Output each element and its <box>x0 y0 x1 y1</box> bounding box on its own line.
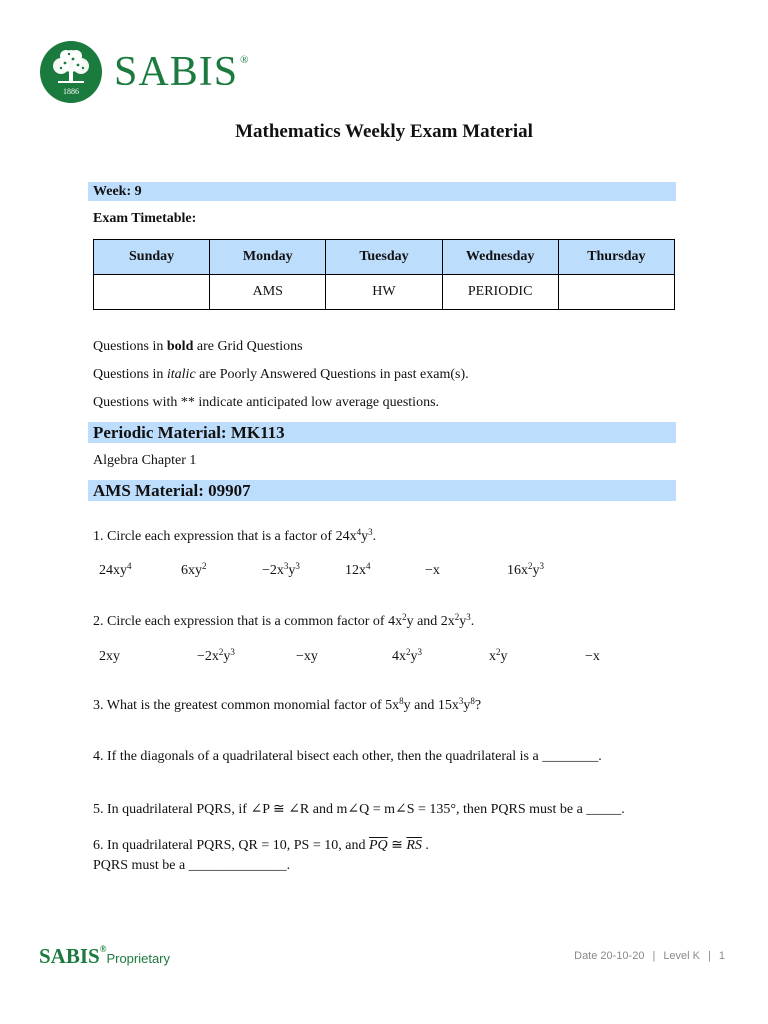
tree-emblem-icon <box>40 41 102 103</box>
day-wednesday: Wednesday <box>442 240 558 275</box>
legend-bold: Questions in bold are Grid Questions <box>93 339 303 354</box>
timetable-header-row <box>94 240 675 275</box>
segment-rs: $\overline{RS}$ <box>406 838 422 853</box>
q2-option-5[interactable]: $x^2y$ <box>489 647 508 664</box>
logo-year: 1886 <box>63 87 79 96</box>
q2-option-2[interactable]: $-2x^2y^3$ <box>197 647 235 664</box>
sabis-logo <box>40 41 249 103</box>
day-tuesday: Tuesday <box>326 240 442 275</box>
q2-option-1[interactable]: 2xy <box>99 649 120 664</box>
week-band: Week: 9 <box>88 182 676 201</box>
q1-option-6[interactable]: $16x^2y^3$ <box>507 561 544 578</box>
exam-monday: AMS <box>210 275 326 310</box>
question-3: 3. What is the greatest common monomial factor of $5x^8y$ and $15x^3y^8$? <box>93 696 482 713</box>
timetable-exam-row <box>94 275 675 310</box>
footer-date: Date 20-10-20 <box>574 950 645 962</box>
logo-wordmark: SABIS ® <box>114 49 250 95</box>
footer-meta: Date 20-10-20 | Level K | 1 <box>574 950 725 962</box>
footer-page-number: 1 <box>718 950 725 962</box>
day-thursday: Thursday <box>558 240 674 275</box>
q2-option-3[interactable]: −xy <box>296 649 318 664</box>
timetable-label: Exam Timetable: <box>93 211 197 226</box>
q1-option-4[interactable]: $12x^4$ <box>345 561 371 578</box>
exam-thursday <box>558 275 674 310</box>
ams-heading: AMS Material: 09907 <box>88 480 676 501</box>
exam-sunday <box>94 275 210 310</box>
legend-italic: Questions in italic are Poorly Answered Questions in past exam(s). <box>93 367 469 382</box>
q1-option-1[interactable]: $24xy^4$ <box>99 561 132 578</box>
legend-stars: Questions with ** indicate anticipated low average questions. <box>93 395 440 410</box>
segment-pq: $\overline{PQ}$ <box>368 838 388 853</box>
day-sunday: Sunday <box>94 240 210 275</box>
question-4: 4. If the diagonals of a quadrilateral bisect each other, then the quadrilateral is a ________. <box>93 749 602 764</box>
footer-logo: SABIS®Proprietary <box>39 944 171 968</box>
exam-timetable <box>93 239 675 310</box>
q1-option-5[interactable]: −x <box>425 563 440 578</box>
periodic-chapter: Algebra Chapter 1 <box>93 453 197 468</box>
periodic-heading: Periodic Material: MK113 <box>88 422 676 443</box>
question-5: 5. In quadrilateral PQRS, if ∠P ≅ ∠R and m∠Q = m∠S = 135°, then PQRS must be a _____. <box>93 802 625 817</box>
question-6: 6. In quadrilateral PQRS, QR = 10, PS = 10, and $\overline{PQ}$ ≅ $\overline{RS}$ . <box>93 838 429 853</box>
exam-tuesday: HW <box>326 275 442 310</box>
question-6-answer-line: PQRS must be a ______________. <box>93 858 291 873</box>
question-1: 1. Circle each expression that is a factor of $24x^4y^3$. <box>93 527 377 544</box>
q2-option-4[interactable]: $4x^2y^3$ <box>392 647 422 664</box>
q1-option-3[interactable]: $-2x^3y^3$ <box>262 561 300 578</box>
page-title: Mathematics Weekly Exam Material <box>235 121 533 142</box>
q2-option-6[interactable]: −x <box>585 649 600 664</box>
footer-level: Level K <box>663 950 701 962</box>
exam-wednesday: PERIODIC <box>442 275 558 310</box>
day-monday: Monday <box>210 240 326 275</box>
question-2: 2. Circle each expression that is a common factor of $4x^2y$ and $2x^2y^3$. <box>93 612 475 629</box>
q1-option-2[interactable]: $6xy^2$ <box>181 561 207 578</box>
